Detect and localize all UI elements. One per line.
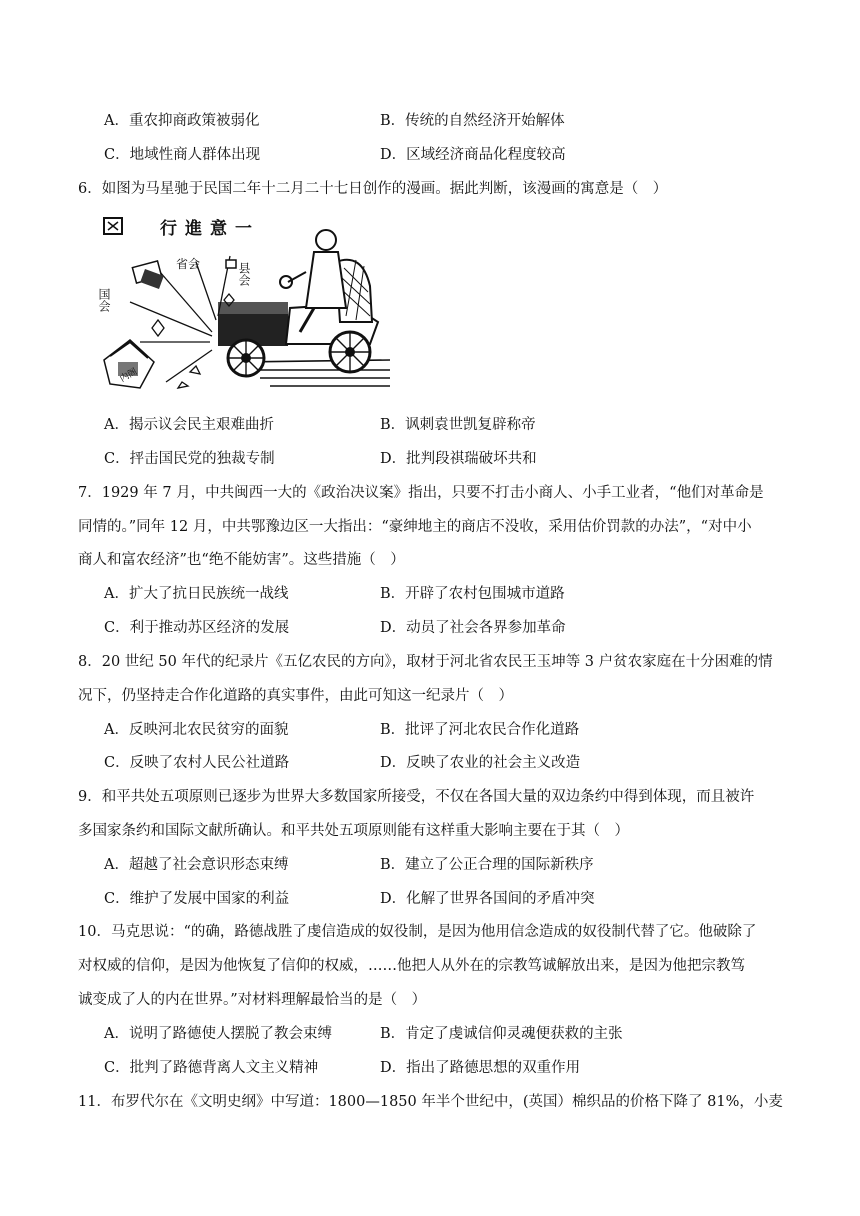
cartoon-building-parliament	[132, 261, 163, 289]
q7-stem-line-3: 商人和富农经济”也“绝不能妨害”。这些措施（ ）	[78, 552, 405, 568]
q7-stem-line-2: 同情的。”同年 12 月，中共鄂豫边区一大指出：“豪绅地主的商店不没收，采用估价罚款的办法”，“对中小	[78, 519, 752, 535]
q9-stem-line-2: 多国家条约和国际文献所确认。和平共处五项原则能有这样重大影响主要在于其（ ）	[78, 823, 629, 839]
q10-option-b[interactable]: B．肯定了虔诚信仰灵魂便获救的主张	[380, 1026, 623, 1042]
q10-stem-line-3: 诚变成了人的内在世界。”对材料理解最恰当的是（ ）	[78, 992, 427, 1008]
q9-option-d[interactable]: D．化解了世界各国间的矛盾冲突	[380, 891, 595, 907]
q8-stem-line-1: 8．20 世纪 50 年代的纪录片《五亿农民的方向》，取材于河北省农民王玉坤等 3 户贫农家庭在十分困难的情	[78, 654, 773, 670]
q9-option-c[interactable]: C．维护了发展中国家的利益	[104, 891, 290, 907]
cartoon-label-parliament: 国会	[97, 288, 111, 312]
q9-option-a[interactable]: A．超越了社会意识形态束缚	[104, 857, 289, 873]
q6-option-c[interactable]: C．抨击国民党的独裁专制	[104, 451, 275, 467]
q6-option-b[interactable]: B．讽刺袁世凯复辟称帝	[380, 417, 536, 433]
q10-option-d[interactable]: D．指出了路德思想的双重作用	[380, 1060, 581, 1076]
q7-stem-line-1: 7．1929 年 7 月，中共闽西一大的《政治决议案》指出，只要不打击小商人、小手工业者，“他们对革命是	[78, 485, 764, 501]
q5-option-d[interactable]: D．区域经济商品化程度较高	[380, 147, 566, 163]
q9-option-b[interactable]: B．建立了公正合理的国际新秩序	[380, 857, 594, 873]
q6-option-a[interactable]: A．揭示议会民主艰难曲折	[104, 417, 274, 433]
cartoon-title: 行進意一	[160, 219, 260, 239]
q5-option-c[interactable]: C．地域性商人群体出现	[104, 147, 261, 163]
q7-option-d[interactable]: D．动员了社会各界参加革命	[380, 620, 566, 636]
q10-stem-line-2: 对权威的信仰，是因为他恢复了信仰的权威，……他把人从外在的宗教笃诚解放出来，是因为他把宗教笃	[78, 958, 745, 974]
cartoon-label-province: 省会	[176, 257, 201, 271]
q9-stem-line-1: 9．和平共处五项原则已逐步为世界大多数国家所接受，不仅在各国大量的双边条约中得到体现，而且被许	[78, 789, 755, 805]
q8-option-c[interactable]: C．反映了农村人民公社道路	[104, 755, 290, 771]
q8-stem-line-2: 况下，仍坚持走合作化道路的真实事件，由此可知这一纪录片（ ）	[78, 688, 513, 704]
cartoon-small-box	[226, 260, 236, 268]
q10-option-a[interactable]: A．说明了路德使人摆脱了教会束缚	[104, 1026, 332, 1042]
q6-stem: 6．如图为马星驰于民国二年十二月二十七日创作的漫画。据此判断，该漫画的寓意是（ ）	[78, 181, 668, 197]
q7-option-b[interactable]: B．开辟了农村包围城市道路	[380, 586, 565, 602]
q7-option-a[interactable]: A．扩大了抗日民族统一战线	[104, 586, 289, 602]
q8-option-b[interactable]: B．批评了河北农民合作化道路	[380, 722, 580, 738]
cartoon-label-county: 县会	[237, 262, 251, 286]
q5-option-a[interactable]: A．重农抑商政策被弱化	[104, 113, 260, 129]
q8-option-a[interactable]: A．反映河北农民贫穷的面貌	[104, 722, 289, 738]
cartoon-label-cabinet: 内阁	[118, 366, 140, 385]
q10-option-c[interactable]: C．批判了路德背离人文主义精神	[104, 1060, 319, 1076]
q11-stem-line-1: 11．布罗代尔在《文明史纲》中写道：1800—1850 年半个世纪中，(英国）棉织品的价格下降了 81%，小麦	[78, 1094, 783, 1110]
q5-option-b[interactable]: B．传统的自然经济开始解体	[380, 113, 565, 129]
q7-option-c[interactable]: C．利于推动苏区经济的发展	[104, 620, 290, 636]
q6-option-d[interactable]: D．批判段祺瑞破坏共和	[380, 451, 537, 467]
q6-cartoon-image	[97, 212, 392, 398]
q8-option-d[interactable]: D．反映了农业的社会主义改造	[380, 755, 581, 771]
q10-stem-line-1: 10．马克思说：“的确，路德战胜了虔信造成的奴役制，是因为他用信念造成的奴役制代替了它。他破除了	[78, 924, 757, 940]
